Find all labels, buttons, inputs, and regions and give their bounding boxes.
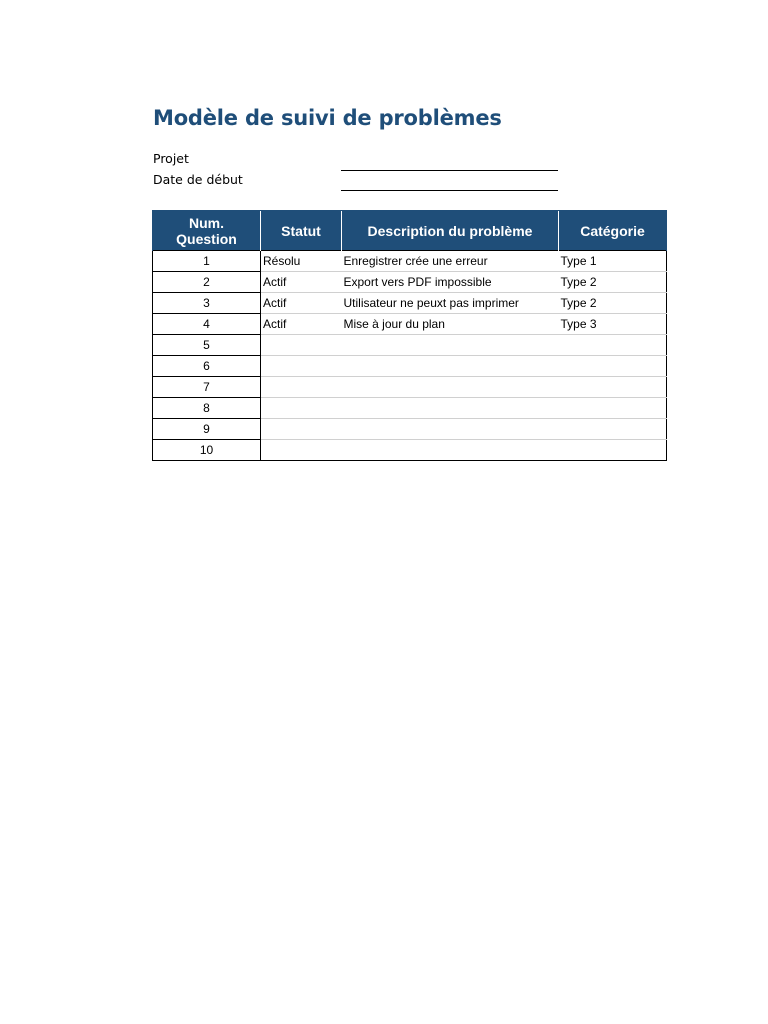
- table-row: [153, 398, 667, 419]
- row-description[interactable]: Enregistrer crée une erreur: [342, 251, 559, 272]
- table-row: [153, 251, 667, 272]
- row-num[interactable]: 4: [153, 314, 261, 335]
- row-category[interactable]: Type 2: [559, 293, 667, 314]
- row-num[interactable]: 10: [153, 440, 261, 461]
- row-description[interactable]: [342, 356, 559, 377]
- table-row: [153, 293, 667, 314]
- row-num[interactable]: 6: [153, 356, 261, 377]
- row-status[interactable]: [261, 377, 342, 398]
- table-row: [153, 419, 667, 440]
- start-date-field[interactable]: [341, 190, 558, 191]
- header-status: Statut: [261, 211, 342, 251]
- header-num-line1: Num.: [189, 214, 224, 231]
- row-num[interactable]: 9: [153, 419, 261, 440]
- row-category[interactable]: Type 1: [559, 251, 667, 272]
- row-status[interactable]: Actif: [261, 314, 342, 335]
- row-status[interactable]: [261, 356, 342, 377]
- row-status[interactable]: [261, 440, 342, 461]
- issue-table: [152, 210, 667, 461]
- row-description[interactable]: [342, 398, 559, 419]
- row-description[interactable]: Mise à jour du plan: [342, 314, 559, 335]
- row-status[interactable]: Actif: [261, 272, 342, 293]
- project-field[interactable]: [341, 170, 558, 171]
- header-num: [153, 211, 261, 251]
- row-description[interactable]: [342, 440, 559, 461]
- row-status[interactable]: Résolu: [261, 251, 342, 272]
- row-description[interactable]: Utilisateur ne peuxt pas imprimer: [342, 293, 559, 314]
- header-description: Description du problème: [342, 211, 559, 251]
- table-row: [153, 335, 667, 356]
- row-category[interactable]: [559, 335, 667, 356]
- row-category[interactable]: [559, 398, 667, 419]
- row-category[interactable]: [559, 356, 667, 377]
- row-status[interactable]: [261, 335, 342, 356]
- row-description[interactable]: Export vers PDF impossible: [342, 272, 559, 293]
- row-num[interactable]: 8: [153, 398, 261, 419]
- row-status[interactable]: [261, 419, 342, 440]
- row-num[interactable]: 2: [153, 272, 261, 293]
- row-description[interactable]: [342, 335, 559, 356]
- row-description[interactable]: [342, 377, 559, 398]
- table-row: [153, 314, 667, 335]
- table-row: [153, 377, 667, 398]
- row-num[interactable]: 1: [153, 251, 261, 272]
- row-category[interactable]: [559, 419, 667, 440]
- row-category[interactable]: [559, 377, 667, 398]
- project-label: Projet: [153, 151, 189, 166]
- row-category[interactable]: [559, 440, 667, 461]
- header-num-line2: Question: [176, 230, 237, 247]
- row-description[interactable]: [342, 419, 559, 440]
- table-row: [153, 440, 667, 461]
- row-status[interactable]: Actif: [261, 293, 342, 314]
- row-num[interactable]: 3: [153, 293, 261, 314]
- row-category[interactable]: Type 3: [559, 314, 667, 335]
- row-num[interactable]: 5: [153, 335, 261, 356]
- page-title: Modèle de suivi de problèmes: [153, 106, 502, 130]
- start-date-label: Date de début: [153, 172, 243, 187]
- header-category: Catégorie: [559, 211, 667, 251]
- table-row: [153, 356, 667, 377]
- row-category[interactable]: Type 2: [559, 272, 667, 293]
- row-num[interactable]: 7: [153, 377, 261, 398]
- table-row: [153, 272, 667, 293]
- table-header-row: [153, 211, 667, 251]
- row-status[interactable]: [261, 398, 342, 419]
